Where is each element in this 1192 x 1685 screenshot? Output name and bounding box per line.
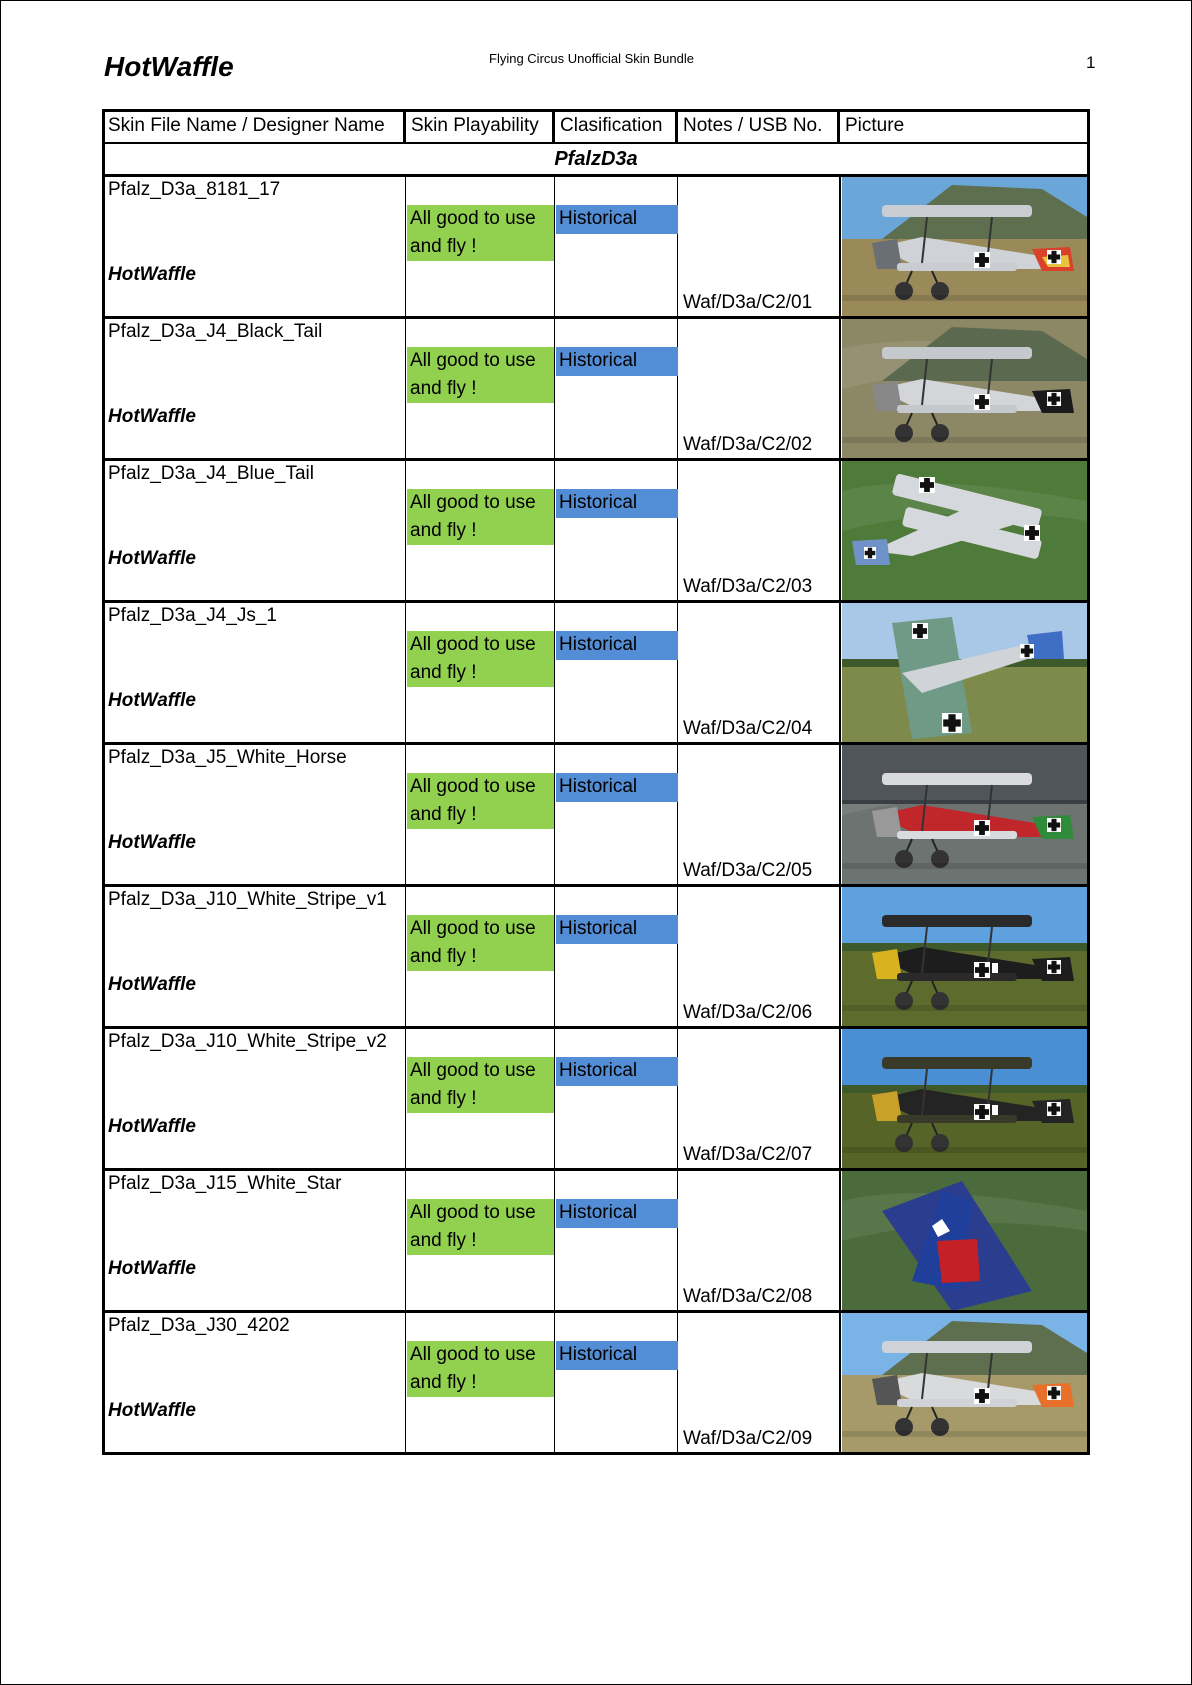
- classification-cell: [556, 603, 678, 742]
- bundle-subtitle: Flying Circus Unofficial Skin Bundle: [489, 51, 694, 66]
- usb-number: Waf/D3a/C2/02: [683, 434, 813, 455]
- classification-badge: Historical: [556, 489, 678, 518]
- playability-cell: [407, 1313, 555, 1452]
- column-header-playability: Skin Playability: [408, 112, 555, 142]
- skin-file-cell: [105, 461, 406, 600]
- aircraft-thumbnail: [842, 1313, 1087, 1452]
- skin-file-name: Pfalz_D3a_8181_17: [108, 179, 281, 200]
- picture-cell: [842, 603, 1087, 742]
- skin-file-name: Pfalz_D3a_J30_4202: [108, 1315, 290, 1336]
- classification-cell: [556, 1029, 678, 1168]
- table-row: [102, 1171, 1090, 1313]
- classification-badge: Historical: [556, 1199, 678, 1228]
- playability-badge: All good to use and fly !: [407, 1057, 554, 1113]
- table-header-row: [102, 109, 1090, 144]
- skin-file-cell: [105, 319, 406, 458]
- designer-title: HotWaffle: [104, 51, 234, 82]
- classification-badge: Historical: [556, 347, 678, 376]
- picture-cell: [842, 887, 1087, 1026]
- playability-badge: All good to use and fly !: [407, 915, 554, 971]
- skin-file-name: Pfalz_D3a_J5_White_Horse: [108, 747, 347, 768]
- playability-cell: [407, 177, 555, 316]
- notes-cell: [679, 177, 841, 316]
- table-row: [102, 1313, 1090, 1455]
- aircraft-thumbnail: [842, 745, 1087, 884]
- notes-cell: [679, 1171, 841, 1310]
- classification-cell: [556, 745, 678, 884]
- aircraft-thumbnail: [842, 319, 1087, 458]
- picture-cell: [842, 745, 1087, 884]
- skin-designer-name: HotWaffle: [108, 690, 196, 711]
- aircraft-thumbnail: [842, 177, 1087, 316]
- page-number: 1: [1086, 53, 1096, 72]
- skin-designer-name: HotWaffle: [108, 548, 196, 569]
- playability-badge: All good to use and fly !: [407, 205, 554, 261]
- classification-cell: [556, 1171, 678, 1310]
- classification-cell: [556, 177, 678, 316]
- aircraft-thumbnail: [842, 603, 1087, 742]
- playability-cell: [407, 603, 555, 742]
- skin-file-name: Pfalz_D3a_J15_White_Star: [108, 1173, 342, 1194]
- table-row: [102, 177, 1090, 319]
- classification-badge: Historical: [556, 631, 678, 660]
- playability-badge: All good to use and fly !: [407, 773, 554, 829]
- notes-cell: [679, 887, 841, 1026]
- table-row: [102, 745, 1090, 887]
- classification-cell: [556, 319, 678, 458]
- skin-designer-name: HotWaffle: [108, 1258, 196, 1279]
- playability-badge: All good to use and fly !: [407, 631, 554, 687]
- skin-designer-name: HotWaffle: [108, 406, 196, 427]
- notes-cell: [679, 745, 841, 884]
- playability-badge: All good to use and fly !: [407, 347, 554, 403]
- usb-number: Waf/D3a/C2/04: [683, 718, 813, 739]
- classification-badge: Historical: [556, 1341, 678, 1370]
- usb-number: Waf/D3a/C2/08: [683, 1286, 813, 1307]
- playability-cell: [407, 887, 555, 1026]
- classification-badge: Historical: [556, 773, 678, 802]
- picture-cell: [842, 1029, 1087, 1168]
- picture-cell: [842, 319, 1087, 458]
- picture-cell: [842, 461, 1087, 600]
- column-header-classification: Clasification: [557, 112, 678, 142]
- usb-number: Waf/D3a/C2/03: [683, 576, 813, 597]
- column-header-picture: Picture: [845, 115, 905, 136]
- aircraft-thumbnail: [842, 1171, 1087, 1310]
- skin-file-cell: [105, 177, 406, 316]
- notes-cell: [679, 603, 841, 742]
- playability-badge: All good to use and fly !: [407, 1341, 554, 1397]
- playability-cell: [407, 461, 555, 600]
- skin-table: [102, 109, 1090, 1455]
- skin-designer-name: HotWaffle: [108, 832, 196, 853]
- column-header-skin-file: Skin File Name / Designer Name: [105, 112, 406, 142]
- classification-badge: Historical: [556, 1057, 678, 1086]
- classification-cell: [556, 461, 678, 600]
- notes-cell: [679, 1313, 841, 1452]
- skin-file-name: Pfalz_D3a_J4_Black_Tail: [108, 321, 323, 342]
- classification-badge: Historical: [556, 915, 678, 944]
- skin-file-name: Pfalz_D3a_J4_Js_1: [108, 605, 277, 626]
- aircraft-thumbnail: [842, 887, 1087, 1026]
- skin-file-cell: [105, 1313, 406, 1452]
- usb-number: Waf/D3a/C2/06: [683, 1002, 813, 1023]
- skin-designer-name: HotWaffle: [108, 1116, 196, 1137]
- picture-cell: [842, 177, 1087, 316]
- table-row: [102, 603, 1090, 745]
- playability-cell: [407, 319, 555, 458]
- skin-file-cell: [105, 887, 406, 1026]
- notes-cell: [679, 319, 841, 458]
- playability-cell: [407, 1171, 555, 1310]
- skin-designer-name: HotWaffle: [108, 1400, 196, 1421]
- table-row: [102, 461, 1090, 603]
- playability-cell: [407, 745, 555, 884]
- skin-file-name: Pfalz_D3a_J10_White_Stripe_v2: [108, 1031, 387, 1052]
- classification-badge: Historical: [556, 205, 678, 234]
- usb-number: Waf/D3a/C2/09: [683, 1428, 813, 1449]
- classification-cell: [556, 1313, 678, 1452]
- column-header-notes: Notes / USB No.: [680, 112, 840, 142]
- classification-cell: [556, 887, 678, 1026]
- playability-cell: [407, 1029, 555, 1168]
- aircraft-thumbnail: [842, 1029, 1087, 1168]
- table-row: [102, 319, 1090, 461]
- picture-cell: [842, 1313, 1087, 1452]
- skin-file-cell: [105, 1029, 406, 1168]
- usb-number: Waf/D3a/C2/01: [683, 292, 813, 313]
- playability-badge: All good to use and fly !: [407, 1199, 554, 1255]
- playability-badge: All good to use and fly !: [407, 489, 554, 545]
- notes-cell: [679, 1029, 841, 1168]
- notes-cell: [679, 461, 841, 600]
- skin-file-cell: [105, 1171, 406, 1310]
- skin-file-cell: [105, 603, 406, 742]
- usb-number: Waf/D3a/C2/07: [683, 1144, 813, 1165]
- skin-designer-name: HotWaffle: [108, 264, 196, 285]
- skin-file-name: Pfalz_D3a_J10_White_Stripe_v1: [108, 889, 387, 910]
- table-row: [102, 887, 1090, 1029]
- skin-file-name: Pfalz_D3a_J4_Blue_Tail: [108, 463, 314, 484]
- table-row: [102, 1029, 1090, 1171]
- aircraft-thumbnail: [842, 461, 1087, 600]
- picture-cell: [842, 1171, 1087, 1310]
- skin-designer-name: HotWaffle: [108, 974, 196, 995]
- skin-file-cell: [105, 745, 406, 884]
- aircraft-group-label: PfalzD3a: [102, 144, 1090, 177]
- usb-number: Waf/D3a/C2/05: [683, 860, 813, 881]
- skin-rows: [102, 177, 1090, 1455]
